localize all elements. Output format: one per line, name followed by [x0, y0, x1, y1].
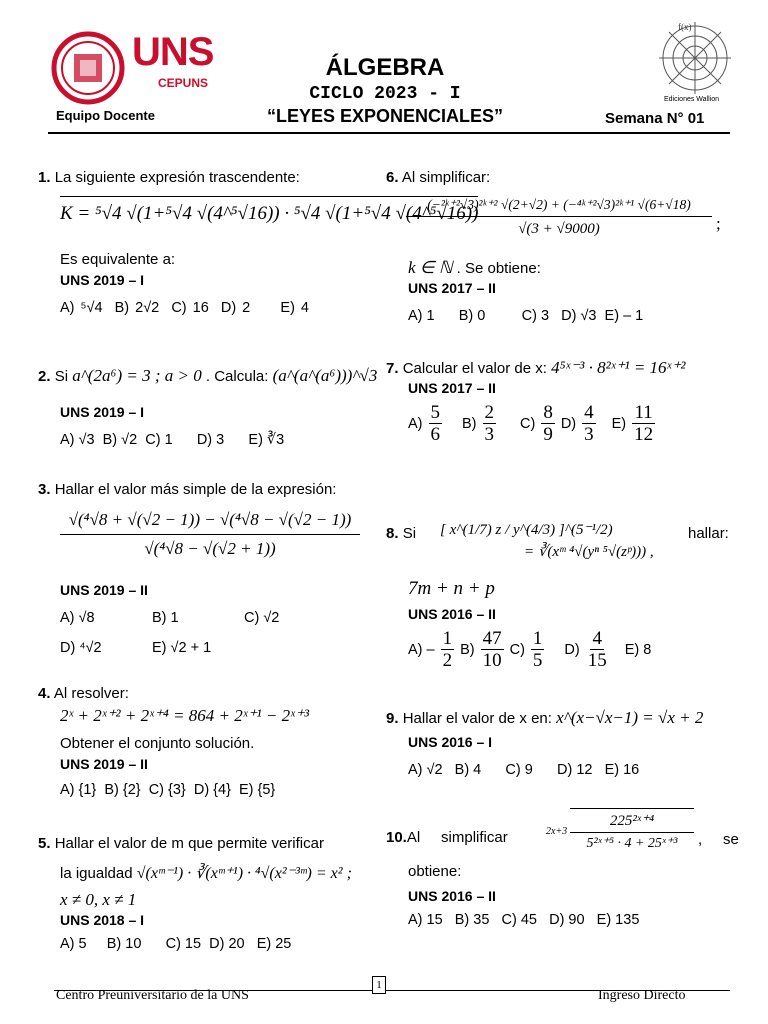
- question-7-options: [408, 402, 657, 445]
- option-e[interactable]: E) 4: [280, 300, 309, 316]
- formula-q10-denominator: 5²ˣ⁺⁵ · 4 + 25ˣ⁺³: [586, 836, 678, 851]
- question-text: Hallar el valor de x en:: [402, 710, 552, 727]
- question-6: [386, 168, 490, 188]
- footer-left: Centro Preuniversitario de la UNS: [56, 988, 249, 1003]
- option-b[interactable]: B) 4: [454, 762, 482, 778]
- question-4-source: UNS 2019 – II: [60, 756, 148, 772]
- option-e[interactable]: E) ∛3: [248, 432, 285, 448]
- question-2: [38, 366, 377, 387]
- question-number: 7.: [386, 360, 399, 377]
- formula-q5a: √(xᵐ⁻¹) · ∛(xᵐ⁺¹) · ⁴√(x²⁻³ᵐ) = x² ;: [136, 865, 352, 882]
- question-5: [38, 834, 324, 854]
- question-3-option-e[interactable]: E) √2 + 1: [152, 640, 212, 656]
- option-c[interactable]: C) 1: [145, 432, 173, 448]
- question-4: [38, 684, 129, 704]
- question-text2: . Calcula:: [205, 368, 269, 385]
- option-e[interactable]: E) – 1: [604, 308, 644, 324]
- option-b[interactable]: B) √2: [102, 432, 138, 448]
- option-a[interactable]: A) –: [408, 641, 435, 658]
- option-a[interactable]: A) 15: [408, 912, 443, 928]
- question-text: Hallar el valor más simple de la expresión:: [54, 481, 337, 498]
- question-text: Hallar el valor de m que permite verificar: [54, 835, 324, 852]
- question-number: 9.: [386, 710, 399, 727]
- option-e-fraction: $\frac{11}{12}$: [634, 402, 654, 445]
- question-number: 3.: [38, 481, 51, 498]
- question-10-text3: , se: [698, 831, 739, 848]
- formula-q6-semicolon: ;: [716, 214, 721, 233]
- option-a[interactable]: A) ⁵√4: [60, 300, 103, 316]
- option-d[interactable]: D): [564, 641, 580, 658]
- formula-q8-find: 7m + n + p: [408, 578, 495, 599]
- uns-logo: [50, 28, 214, 108]
- question-number: 4.: [38, 685, 51, 702]
- formula-q6: [406, 194, 712, 242]
- question-number: 5.: [38, 835, 51, 852]
- question-3-option-b[interactable]: B) 1: [152, 610, 179, 626]
- logo-subtext: CEPUNS: [158, 76, 209, 90]
- publisher-logo: [652, 18, 738, 108]
- question-3-source: UNS 2019 – II: [60, 582, 148, 598]
- question-7: [386, 358, 685, 379]
- question-9: [386, 708, 703, 729]
- question-3: [38, 480, 336, 500]
- topic-title: “LEYES EXPONENCIALES”: [266, 106, 504, 126]
- option-a[interactable]: A) 5: [60, 936, 87, 952]
- question-8: [386, 524, 416, 544]
- question-1-source: UNS 2019 – I: [60, 272, 145, 288]
- option-c[interactable]: C): [520, 415, 536, 432]
- question-6-line2: [408, 258, 541, 279]
- page-number: 1: [372, 976, 386, 994]
- formula-q5b: x ≠ 0, x ≠ 1: [60, 890, 137, 909]
- option-c-fraction: $\frac{8}{9}$: [543, 402, 553, 445]
- question-10: [386, 828, 508, 848]
- question-5-options: [60, 936, 291, 952]
- question-text: La siguiente expresión trascendente:: [54, 169, 300, 186]
- option-a[interactable]: A) √3: [60, 432, 95, 448]
- web-logo-icon: [652, 18, 738, 96]
- option-b[interactable]: B) 0: [458, 308, 486, 324]
- option-c[interactable]: C) 9: [505, 762, 533, 778]
- question-8-options: [408, 628, 651, 671]
- formula-q3-numerator: √(⁴√8 + √(√2 − 1)) − √(⁴√8 − √(√2 − 1)): [60, 506, 360, 535]
- logo-text: UNS: [132, 30, 214, 74]
- question-number: 8.: [386, 525, 399, 542]
- formula-q8-rhs: = ∛(xᵐ ⁴√(yⁿ ⁵√(zᵖ))) ,: [524, 544, 654, 560]
- question-1-text2: Es equivalente a:: [60, 251, 176, 268]
- option-e[interactable]: E) 8: [624, 641, 652, 658]
- question-number: 2.: [38, 368, 51, 385]
- question-number: 10.: [386, 829, 407, 846]
- option-a-fraction: $\frac{1}{2}$: [442, 628, 453, 671]
- option-c-fraction: $\frac{1}{5}$: [532, 628, 543, 671]
- option-d[interactable]: D) {4}: [193, 782, 231, 798]
- question-5-line2: [60, 864, 352, 884]
- option-d[interactable]: D) √3: [561, 308, 597, 324]
- question-1-options: [60, 300, 309, 316]
- team-label: Equipo Docente: [56, 108, 155, 123]
- formula-q10-numerator: 225²ˣ⁺⁴: [570, 809, 694, 833]
- option-b[interactable]: B): [462, 415, 477, 432]
- question-4-text2: Obtener el conjunto solución.: [60, 735, 255, 752]
- option-e[interactable]: E) {5}: [239, 782, 276, 798]
- option-d-fraction: $\frac{4}{15}$: [587, 628, 607, 671]
- option-c[interactable]: C) 3: [521, 308, 550, 324]
- option-b-fraction: $\frac{47}{10}$: [482, 628, 502, 671]
- footer-right: Ingreso Directo: [598, 988, 686, 1003]
- option-d[interactable]: D) 2: [220, 300, 251, 316]
- question-2-source: UNS 2019 – I: [60, 404, 145, 420]
- question-6-options: [408, 308, 643, 324]
- option-d-fraction: $\frac{4}{3}$: [584, 402, 594, 445]
- question-9-options: [408, 762, 639, 778]
- question-8-source: UNS 2016 – II: [408, 606, 496, 622]
- formula-q1: K = ⁵√4 √(1+⁵√4 √(4^⁵√16)) · ⁵√4 √(1+⁵√4 √(4^⁵√16)): [60, 196, 478, 225]
- question-text: Calcular el valor de x:: [402, 360, 547, 377]
- question-number: 6.: [386, 169, 399, 186]
- question-10-options: [408, 912, 639, 928]
- formula-q6-numerator: (−²ᵏ⁺²√3)²ᵏ⁺² √(2+√2) + (−⁴ᵏ⁺²√3)²ᵏ⁺¹ √(6+√18): [406, 194, 712, 217]
- question-text: Al simplificar: [406, 829, 508, 846]
- formula-q7: 4⁵ˣ⁻³ · 8²ˣ⁺¹ = 16ˣ⁺²: [551, 358, 686, 377]
- question-3-option-d[interactable]: D) ⁴√2: [60, 640, 102, 656]
- formula-q6-denominator: √(3 + √9000): [518, 221, 600, 237]
- page-title: ÁLGEBRA: [325, 54, 445, 81]
- option-a-fraction: $\frac{5}{6}$: [430, 402, 440, 445]
- option-b[interactable]: B): [460, 641, 475, 658]
- formula-q10-index: 2x+3: [546, 826, 568, 837]
- option-d[interactable]: D) 12: [557, 762, 593, 778]
- option-b[interactable]: B) 35: [454, 912, 490, 928]
- option-c[interactable]: C) 16: [171, 300, 209, 316]
- option-e[interactable]: E) 16: [604, 762, 640, 778]
- option-e[interactable]: E) 135: [596, 912, 640, 928]
- week-label: Semana N° 01: [605, 110, 705, 127]
- question-10-text2: obtiene:: [408, 863, 462, 880]
- option-b[interactable]: B) 10: [106, 936, 142, 952]
- question-text: Al simplificar:: [401, 169, 491, 186]
- question-text: Al resolver:: [53, 685, 129, 702]
- option-d[interactable]: D) 20: [209, 936, 245, 952]
- option-d[interactable]: D) 3: [196, 432, 225, 448]
- formula-q10: [570, 808, 694, 854]
- question-6-source: UNS 2017 – II: [408, 280, 496, 296]
- question-text: Si: [54, 368, 69, 385]
- formula-q2b: (a^(a^(a⁶)))^√3: [272, 366, 378, 385]
- formula-q8-lhs: [ x^(1/7) z / y^(4/3) ]^(5⁻¹/2): [440, 522, 613, 538]
- option-d[interactable]: D) 90: [549, 912, 585, 928]
- formula-q4: 2ˣ + 2ˣ⁺² + 2ˣ⁺⁴ = 864 + 2ˣ⁺¹ − 2ˣ⁺³: [60, 706, 309, 725]
- option-a[interactable]: A) 1: [408, 308, 435, 324]
- formula-q9: x^(x−√x−1) = √x + 2: [556, 708, 704, 727]
- formula-q3-denominator: √(⁴√8 − √(√2 + 1)): [144, 539, 276, 558]
- option-a[interactable]: A): [408, 415, 423, 432]
- option-b-fraction: $\frac{2}{3}$: [484, 402, 494, 445]
- question-number: 1.: [38, 169, 51, 186]
- question-8-text2: hallar:: [688, 525, 729, 542]
- cycle-label: CICLO 2023 - I: [309, 84, 461, 104]
- question-9-source: UNS 2016 – I: [408, 734, 493, 750]
- option-e[interactable]: E) 25: [256, 936, 292, 952]
- question-7-source: UNS 2017 – II: [408, 380, 496, 396]
- option-a[interactable]: A) {1}: [60, 782, 97, 798]
- question-text2: . Se obtiene:: [456, 260, 541, 277]
- formula-q3: [60, 506, 360, 563]
- option-d[interactable]: D): [560, 415, 577, 432]
- option-c[interactable]: C) {3}: [148, 782, 186, 798]
- question-2-options: [60, 432, 284, 448]
- question-text: Si: [402, 525, 417, 542]
- question-3-option-c[interactable]: C) √2: [244, 610, 280, 626]
- option-b[interactable]: B) 2√2: [114, 300, 160, 316]
- question-5-source: UNS 2018 – I: [60, 912, 145, 928]
- option-a[interactable]: A) √2: [408, 762, 443, 778]
- option-c[interactable]: C) 45: [501, 912, 537, 928]
- option-c[interactable]: C): [509, 641, 525, 658]
- question-4-options: [60, 782, 275, 798]
- option-b[interactable]: B) {2}: [104, 782, 141, 798]
- question-10-source: UNS 2016 – II: [408, 888, 496, 904]
- option-c[interactable]: C) 15: [165, 936, 202, 952]
- svg-text:f(x): f(x): [678, 22, 692, 32]
- formula-q2a: a^(2a⁶) = 3 ; a > 0: [72, 366, 202, 385]
- publisher-name: Ediciones Wallion: [664, 96, 719, 103]
- question-3-option-a[interactable]: A) √8: [60, 610, 95, 626]
- question-text2: la igualdad: [60, 865, 133, 882]
- option-e[interactable]: E): [611, 415, 627, 432]
- header-divider: [48, 132, 730, 134]
- formula-q6-k: k ∈ ℕ: [408, 258, 453, 277]
- question-1: [38, 168, 300, 188]
